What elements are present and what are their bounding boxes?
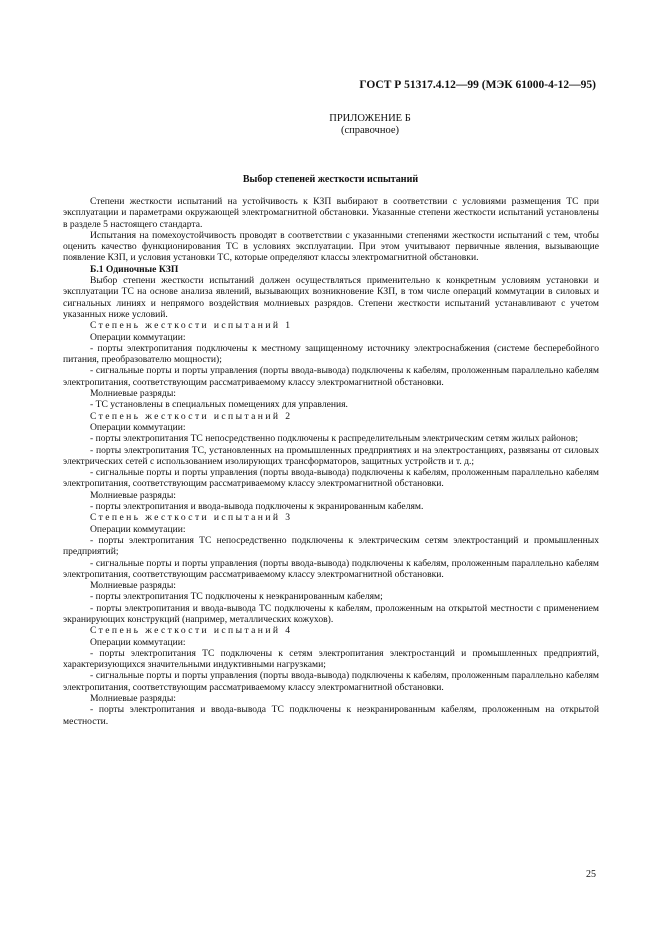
list-item: - сигнальные порты и порты управления (порты ввода-вывода) подключены к кабелям, проложенным параллельно кабелям электропитания, соответствующим рассматриваемому классу электромагнитной обстановки. <box>63 467 599 490</box>
paragraph: Операции коммутации: <box>90 331 186 343</box>
paragraph: Молниевые разряды: <box>90 388 176 400</box>
appendix-title: ПРИЛОЖЕНИЕ Б <box>329 113 411 124</box>
severity-level-heading: Степень жесткости испытаний 3 <box>90 512 293 524</box>
list-item: - порты электропитания ТС, установленных на промышленных предприятиях и на электростанциях, развязаны от силовых электрических сетей с использованием изолирующих трансформаторов, защитных устройств и т. д.; <box>63 444 599 467</box>
paragraph: Испытания на помехоустойчивость проводят в соответствии с указанными степенями жесткости испытаний с тем, чтобы оценить качество функционирования ТС в условиях эксплуатации. При этом учитывают первичные явления, вызывающие появление КЗП, и условия установки ТС, которые определяют классы электромагнитной обстановки. <box>63 229 599 264</box>
appendix-subtitle: (справочное) <box>341 125 399 136</box>
list-item: - сигнальные порты и порты управления (порты ввода-вывода) подключены к кабелям, проложенным параллельно кабелям электропитания, соответствующим рассматриваемому классу электромагнитной обстановки. <box>63 557 599 580</box>
list-item: - порты электропитания и ввода-вывода ТС подключены к неэкранированным кабелям, проложенным на открытой местности. <box>63 704 599 727</box>
paragraph: Молниевые разряды: <box>90 693 176 705</box>
appendix-heading <box>270 113 470 137</box>
paragraph: Молниевые разряды: <box>90 489 176 501</box>
list-item: - ТС установлены в специальных помещениях для управления. <box>90 399 348 411</box>
paragraph: Операции коммутации: <box>90 636 186 648</box>
list-item: - сигнальные порты и порты управления (порты ввода-вывода) подключены к кабелям, проложенным параллельно кабелям электропитания, соответствующим рассматриваемому классу электромагнитной обстановки. <box>63 670 599 693</box>
severity-level-heading: Степень жесткости испытаний 4 <box>90 625 293 637</box>
list-item: - порты электропитания ТС непосредственно подключены к распределительным электрическим сетям жилых районов; <box>90 433 579 445</box>
list-item: - порты электропитания ТС непосредственно подключены к электрическим сетям электростанций и промышленных предприятий; <box>63 534 599 558</box>
paragraph: Выбор степени жесткости испытаний должен осуществляться применительно к конкретным условиям установки и эксплуатации ТС на основе анализа явлений, вызывающих возникновение КЗП, в том числе операций коммутации в силовых и сигнальных линиях и непрямого воздействия молниевых разрядов. Степени жесткости испытаний устанавливают с учетом указанных ниже условий. <box>63 275 599 320</box>
paragraph: Операции коммутации: <box>90 421 186 433</box>
document-body <box>63 196 599 727</box>
standard-header: ГОСТ Р 51317.4.12—99 (МЭК 61000-4-12—95) <box>359 79 596 91</box>
list-item: - порты электропитания подключены к местному защищенному источнику электроснабжения (системе бесперебойного питания, преобразователю мощности); <box>63 342 599 366</box>
list-item: - порты электропитания ТС подключены к сетям электропитания электростанций и промышленных предприятий, характеризующихся значительными индуктивными нагрузками; <box>63 647 599 671</box>
list-item: - сигнальные порты и порты управления (порты ввода-вывода) подключены к кабелям, проложенным параллельно кабелям электропитания, соответствующим рассматриваемому классу электромагнитной обстановки. <box>63 365 599 388</box>
paragraph: Степени жесткости испытаний на устойчивость к КЗП выбирают в соответствии с условиями размещения ТС при эксплуатации и параметрами окружающей электромагнитной обстановки. Указанные степени жесткости испытаний установлены в разделе 5 настоящего стандарта. <box>63 196 599 230</box>
page-number: 25 <box>586 869 596 880</box>
paragraph: Молниевые разряды: <box>90 580 176 592</box>
list-item: - порты электропитания и ввода-вывода подключены к экранированным кабелям. <box>90 501 424 513</box>
severity-level-heading: Степень жесткости испытаний 1 <box>90 320 293 332</box>
paragraph: Операции коммутации: <box>90 523 186 535</box>
severity-level-heading: Степень жесткости испытаний 2 <box>90 410 293 422</box>
subsection-heading: Б.1 Одиночные КЗП <box>90 263 179 275</box>
list-item: - порты электропитания ТС подключены к неэкранированным кабелям; <box>90 591 383 603</box>
section-title: Выбор степеней жесткости испытаний <box>242 174 419 185</box>
list-item: - порты электропитания и ввода-вывода ТС подключены к кабелям, проложенным на открытой местности с применением экранирующих конструкций (например, металлических кожухов). <box>63 602 599 625</box>
